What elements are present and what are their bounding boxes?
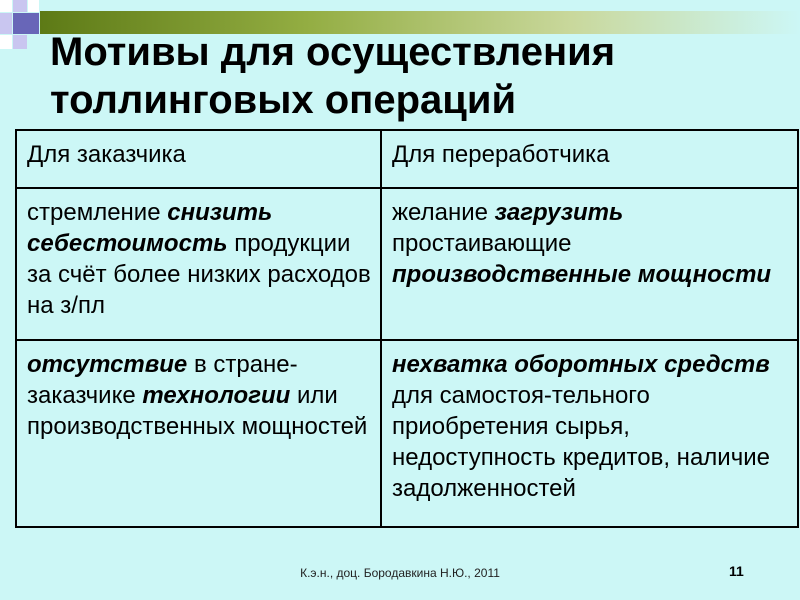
cell-customer-motive — [16, 188, 381, 340]
cell-text: стремление — [27, 199, 168, 226]
cell-emphasis: загрузить — [494, 199, 624, 226]
deco-square — [28, 0, 39, 12]
cell-emphasis: нехватка оборотных средств — [392, 351, 770, 379]
deco-square — [0, 35, 12, 49]
motives-table — [15, 129, 799, 528]
cell-text: продукции за счёт более низких расходов на з/пл — [27, 230, 371, 319]
cell-customer-motive — [16, 340, 381, 527]
deco-square — [13, 35, 27, 49]
slide-title: Мотивы для осуществления толлинговых операций — [50, 30, 616, 122]
slide-footer: К.э.н., доц. Бородавкина Н.Ю., 2011 — [300, 566, 500, 580]
cell-emphasis: снизить себестоимость — [27, 199, 273, 257]
page-number: 11 — [729, 563, 744, 579]
deco-square — [0, 13, 12, 34]
cell-text: в стране-заказчике — [27, 351, 298, 410]
column-header-customer: Для заказчика — [16, 130, 381, 188]
cell-text: или производственных мощностей — [27, 382, 368, 441]
cell-text: желание — [392, 199, 495, 226]
cell-text: простаивающие — [392, 230, 572, 257]
cell-text: для самостоя-тельного приобретения сырья, недоступность кредитов, наличие задолженностей — [392, 382, 770, 503]
deco-square — [13, 0, 27, 12]
deco-square — [0, 0, 12, 12]
cell-emphasis: производственные мощности — [392, 261, 772, 288]
cell-emphasis: отсутствие — [27, 351, 188, 379]
cell-emphasis: технологии — [142, 382, 291, 410]
cell-processor-motive — [381, 340, 798, 527]
deco-square — [13, 13, 39, 34]
table-row — [16, 188, 798, 340]
table-row — [16, 340, 798, 527]
column-header-processor: Для переработчика — [381, 130, 798, 188]
cell-processor-motive — [381, 188, 798, 340]
table-header-row — [16, 130, 798, 188]
